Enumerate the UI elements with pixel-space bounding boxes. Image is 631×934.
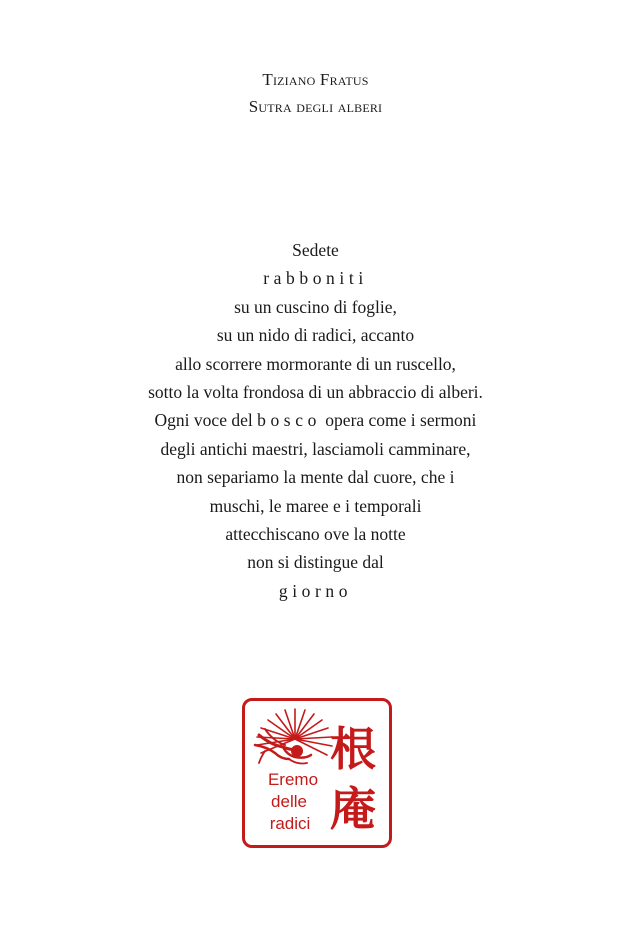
logo-kanji-root: 根 (330, 722, 376, 776)
poem-line: muschi, le maree e i temporali (209, 495, 422, 516)
publisher-seal-logo (242, 698, 392, 848)
book-title: Sutra degli alberi (248, 97, 383, 116)
poem-line: su un nido di radici, accanto (216, 325, 415, 346)
poem-line: degli antichi maestri, lasciamoli camminare, (160, 438, 471, 459)
page-header (0, 66, 631, 120)
poem-line: Sedete (292, 240, 339, 260)
poem-line-spaced: giorno (278, 580, 353, 601)
poem-line: attecchiscano ove la notte (225, 524, 406, 545)
logo-text-line: delle (271, 792, 307, 811)
poem-line: non separiamo la mente dal cuore, che i (176, 467, 455, 488)
poem-fragment: Ogni voce del (154, 410, 258, 431)
logo-text-line: Eremo (267, 770, 319, 789)
poem-line: su un cuscino di foglie, (234, 296, 397, 317)
poem-line-spaced: rabboniti (263, 268, 368, 289)
author-name: Tiziano Fratus (262, 70, 369, 89)
logo-kanji-hermitage: 庵 (330, 782, 376, 836)
poem-fragment: opera come i sermoni (320, 410, 477, 431)
logo-text-line: radici (269, 814, 311, 833)
poem-line-composite (0, 406, 631, 434)
poem (0, 236, 631, 605)
tree-roots-sun-icon (245, 701, 389, 845)
poem-line: non si distingue dal (247, 552, 384, 573)
poem-line: allo scorrere mormorante di un ruscello, (175, 353, 456, 374)
poem-fragment-spaced: bosco (257, 410, 321, 431)
poem-line: sotto la volta frondosa di un abbraccio di alberi. (148, 382, 483, 403)
